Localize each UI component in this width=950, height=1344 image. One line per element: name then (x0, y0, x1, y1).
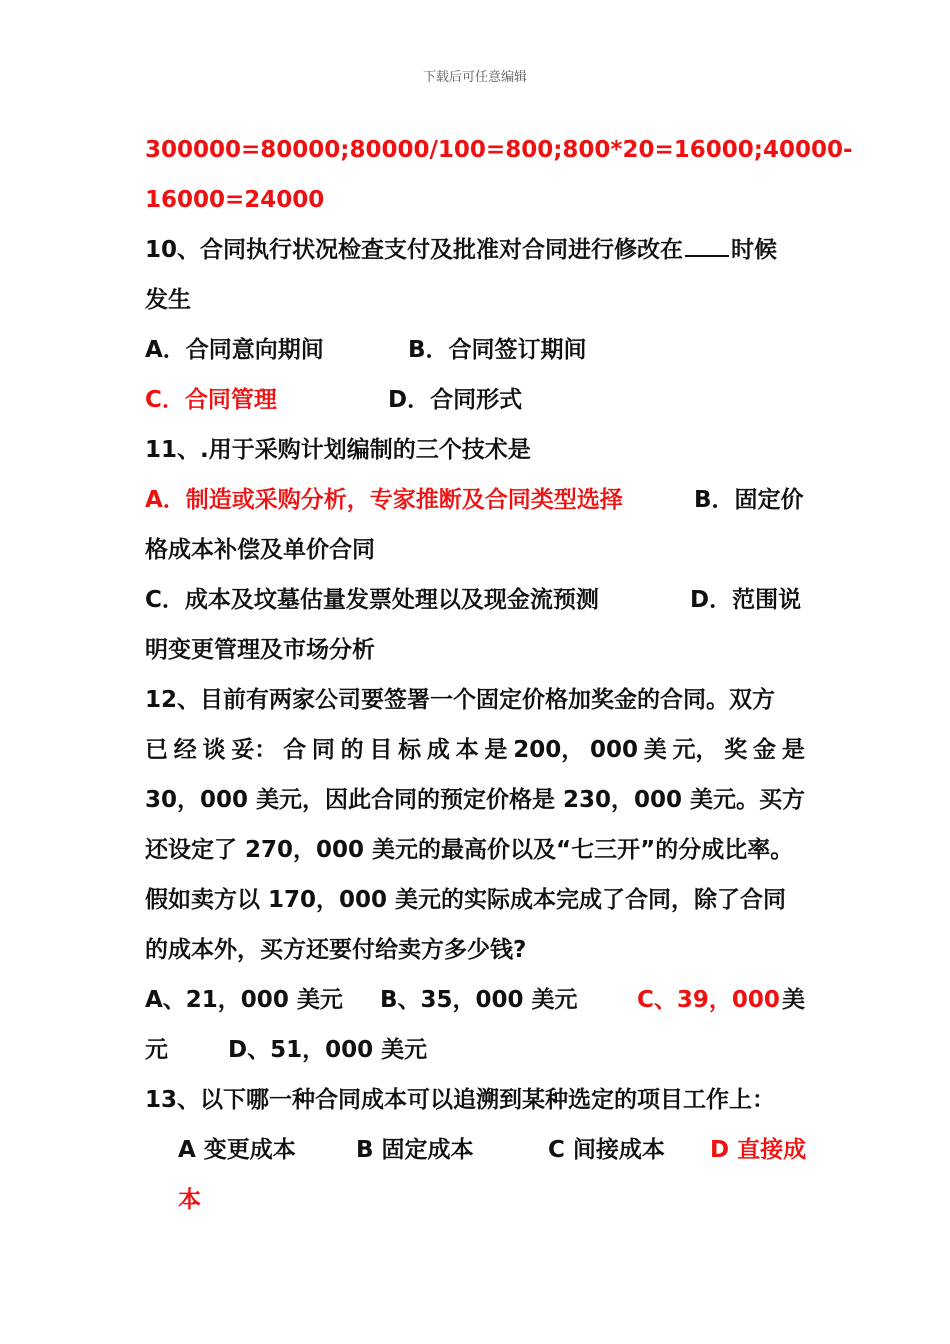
q12-word: 谈 (202, 737, 226, 763)
q12-word: 目 (369, 737, 393, 763)
q11-option-c: C．成本及坟墓估量发票处理以及现金流预测 (145, 587, 599, 613)
q12-word: 成 (426, 737, 450, 763)
q12-word: 同 (311, 737, 335, 763)
page-header: 下载后可任意编辑 (422, 70, 527, 85)
question-10-cont: 发生 (145, 287, 191, 313)
q10-option-b: B．合同签订期间 (408, 337, 587, 363)
q13-option-d: D 直接成 (710, 1137, 807, 1163)
q13-option-c: C 间接成本 (548, 1137, 665, 1163)
q12-option-b: B、35，000 美元 (380, 987, 578, 1013)
question-12-line-3: 30，000 美元，因此合同的预定价格是 230，000 美元。买方 (145, 787, 806, 813)
q13-option-d-cont: 本 (178, 1187, 201, 1213)
question-10 (145, 235, 777, 265)
question-12-line-4: 还设定了 270，000 美元的最高价以及“七三开”的分成比率。 (145, 837, 794, 863)
q12-option-d: D、51，000 美元 (228, 1037, 428, 1063)
q12-word: 是 (781, 737, 805, 763)
q11-option-a: A．制造或采购分析，专家推断及合同类型选择 (145, 487, 623, 513)
q13-option-b: B 固定成本 (356, 1137, 474, 1163)
q12-word: 标 (398, 737, 422, 763)
answer-blank (685, 237, 729, 257)
q12-option-c-unit-cont: 元 (145, 1037, 168, 1063)
question-11: 11、.用于采购计划编制的三个技术是 (145, 437, 531, 463)
q12-word: 200， (513, 737, 585, 763)
q10-option-c: C．合同管理 (145, 387, 277, 413)
q12-word: 已 (145, 737, 168, 763)
q12-word: 奖 (724, 737, 748, 763)
q11-option-b-cont: 格成本补偿及单价合同 (145, 537, 375, 563)
q12-word: 元， (672, 737, 719, 763)
q13-option-a: A 变更成本 (178, 1137, 296, 1163)
q10-option-d: D．合同形式 (388, 387, 523, 413)
q12-word: 的 (340, 737, 364, 763)
q12-word: 妥： (231, 737, 278, 763)
question-12-line-5: 假如卖方以 170，000 美元的实际成本完成了合同，除了合同 (145, 887, 787, 913)
q11-option-d: D．范围说 (690, 587, 802, 613)
q12-word: 金 (753, 737, 777, 763)
calc-line-2: 16000=24000 (145, 187, 325, 213)
q12-option-c-unit: 美 (782, 987, 805, 1013)
question-12-line-2 (145, 735, 805, 765)
calc-line-1: 300000=80000;80000/100=800;800*20=16000;40000- (145, 137, 853, 163)
question-13: 13、以下哪一种合同成本可以追溯到某种选定的项目工作上： (145, 1087, 776, 1113)
q12-word: 经 (173, 737, 197, 763)
q12-option-c: C、39，000 (637, 987, 780, 1013)
question-12-line-1: 12、目前有两家公司要签署一个固定价格加奖金的合同。双方 (145, 687, 776, 713)
q11-option-d-cont: 明变更管理及市场分析 (145, 637, 375, 663)
q12-word: 000 (589, 737, 638, 763)
q12-option-a: A、21，000 美元 (145, 987, 343, 1013)
q10-option-a: A．合同意向期间 (145, 337, 324, 363)
q11-option-b: B．固定价 (694, 487, 804, 513)
q12-word: 合 (283, 737, 307, 763)
question-10-text: 10、合同执行状况检查支付及批准对合同进行修改在 (145, 237, 684, 263)
q12-word: 美 (643, 737, 667, 763)
q12-word: 是 (484, 737, 508, 763)
q12-word: 本 (455, 737, 479, 763)
question-10-text-tail: 时候 (731, 237, 778, 263)
question-12-line-6: 的成本外，买方还要付给卖方多少钱? (145, 937, 527, 963)
